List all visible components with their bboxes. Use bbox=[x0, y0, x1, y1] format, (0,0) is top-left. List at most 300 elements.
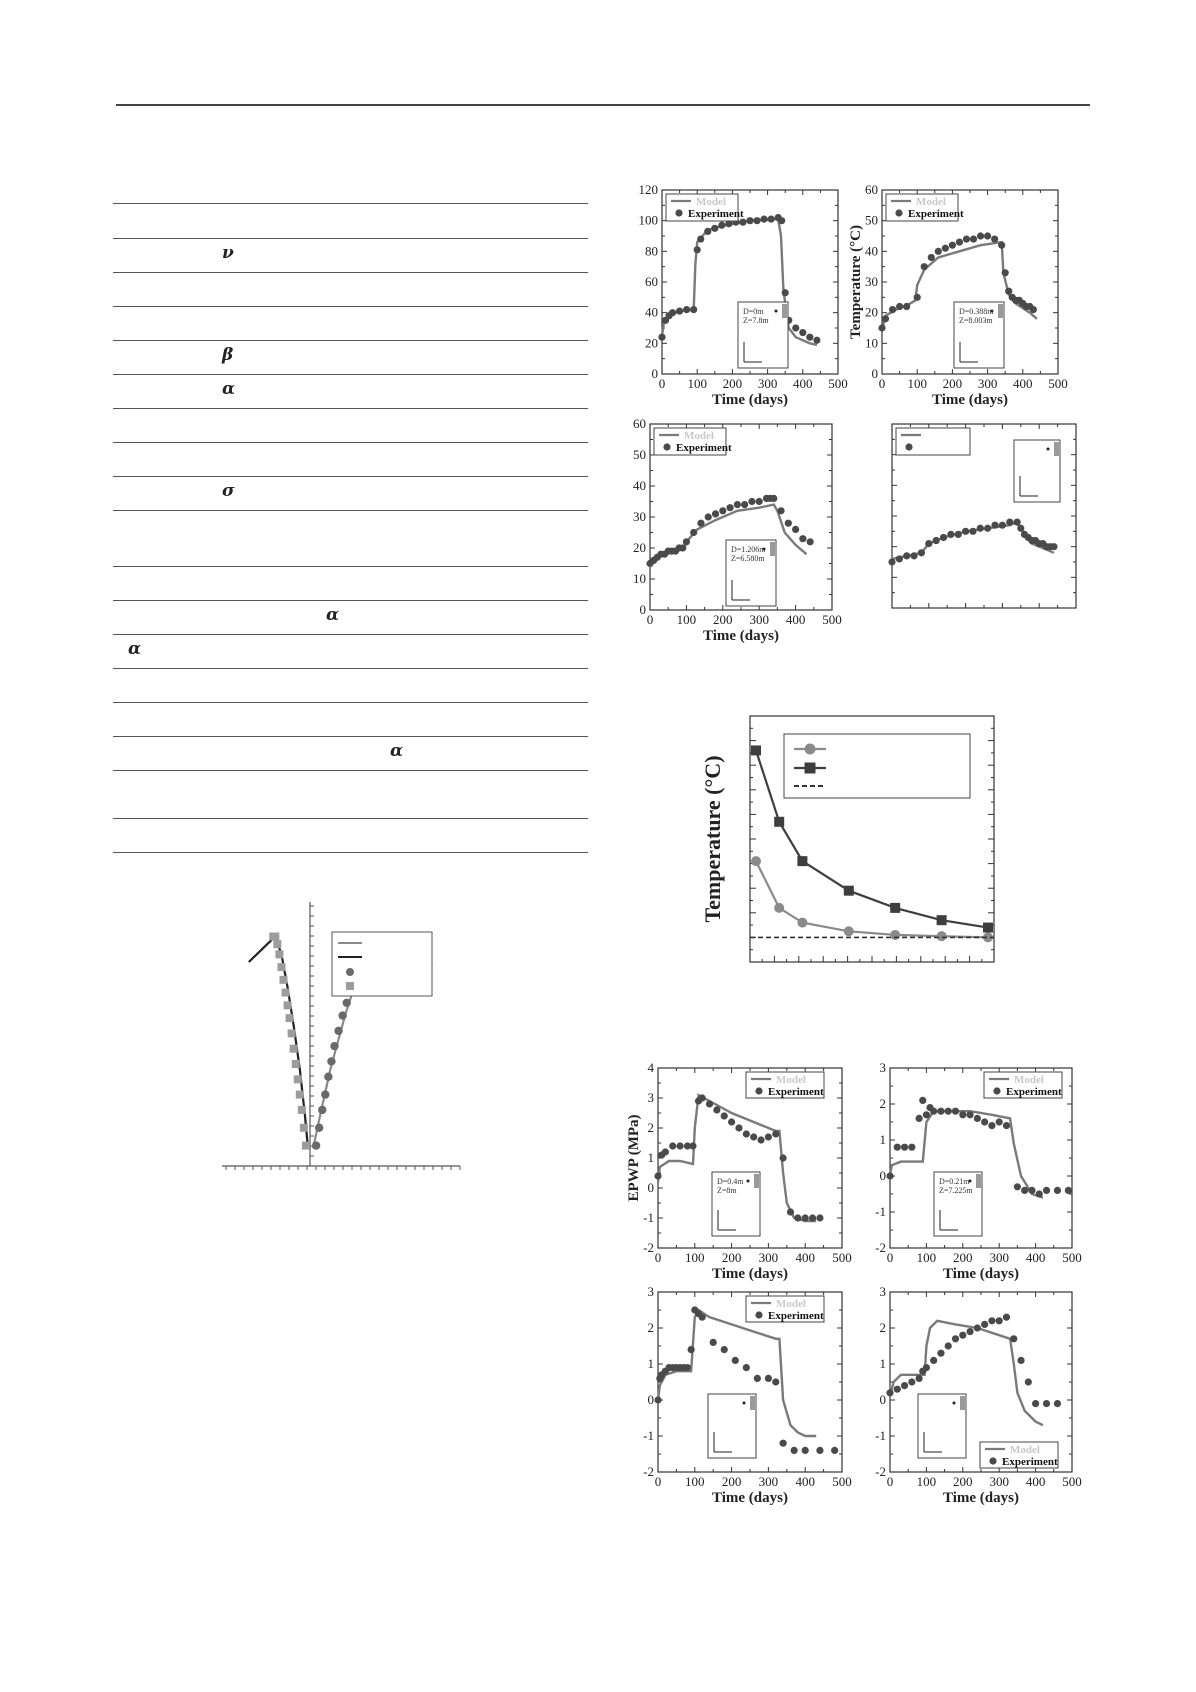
x-tick-label: 0 bbox=[654, 1474, 662, 1489]
experiment-point bbox=[689, 1142, 696, 1149]
experiment-point bbox=[711, 225, 718, 232]
y-tick-label: -1 bbox=[643, 1210, 654, 1225]
experiment-point bbox=[937, 1350, 944, 1357]
table-symbol: α bbox=[222, 379, 236, 399]
legend-experiment-label: Experiment bbox=[1002, 1456, 1058, 1468]
experiment-point bbox=[930, 1108, 937, 1115]
table-rule bbox=[113, 566, 588, 567]
legend-model-label: Model bbox=[684, 430, 714, 442]
x-tick-label: 300 bbox=[977, 376, 998, 391]
experiment-point bbox=[710, 1339, 717, 1346]
experiment-point bbox=[925, 540, 932, 547]
table-rule bbox=[113, 852, 588, 853]
table-rule bbox=[113, 818, 588, 819]
experiment-point bbox=[921, 263, 928, 270]
y-tick-label: -2 bbox=[643, 1464, 654, 1479]
legend-experiment-swatch bbox=[905, 443, 912, 450]
experiment-point bbox=[683, 306, 690, 313]
experiment-point bbox=[896, 303, 903, 310]
table-rule bbox=[113, 272, 588, 273]
experiment-point bbox=[772, 1378, 779, 1385]
x-tick-label: 100 bbox=[916, 1474, 937, 1489]
square-point bbox=[298, 1106, 306, 1114]
experiment-point bbox=[959, 1111, 966, 1118]
experiment-point bbox=[949, 242, 956, 249]
table-rule bbox=[113, 702, 588, 703]
x-tick-label: 500 bbox=[832, 1474, 852, 1489]
experiment-point bbox=[658, 334, 665, 341]
x-tick-label: 0 bbox=[646, 612, 654, 627]
header-rule bbox=[116, 104, 1090, 106]
square-point bbox=[284, 1001, 292, 1009]
table-rule bbox=[113, 306, 588, 307]
experiment-point bbox=[1054, 1187, 1061, 1194]
legend-experiment-swatch bbox=[993, 1087, 1000, 1094]
experiment-point bbox=[1036, 1190, 1043, 1197]
experiment-point bbox=[807, 538, 814, 545]
experiment-point bbox=[679, 544, 686, 551]
chart-temperature-d bbox=[888, 420, 1088, 620]
legend-experiment-swatch bbox=[755, 1087, 762, 1094]
experiment-point bbox=[888, 558, 895, 565]
experiment-point bbox=[713, 1106, 720, 1113]
square-point bbox=[282, 989, 290, 997]
y-tick-label: 2 bbox=[647, 1320, 654, 1335]
y-tick-label: 0 bbox=[647, 1180, 654, 1195]
x-tick-label: 500 bbox=[1062, 1474, 1082, 1489]
experiment-point bbox=[974, 1324, 981, 1331]
table-symbol: ν bbox=[222, 243, 234, 263]
experiment-point bbox=[756, 498, 763, 505]
experiment-point bbox=[903, 303, 910, 310]
legend-model-label: Model bbox=[696, 196, 726, 208]
x-tick-label: 500 bbox=[1062, 1250, 1082, 1265]
x-tick-label: 0 bbox=[878, 376, 886, 391]
experiment-point bbox=[977, 232, 984, 239]
experiment-point bbox=[966, 1328, 973, 1335]
legend-experiment-label: Experiment bbox=[676, 442, 732, 454]
experiment-point bbox=[754, 1375, 761, 1382]
y-tick-label: 1 bbox=[647, 1150, 654, 1165]
square-point bbox=[302, 1142, 310, 1150]
square-point bbox=[774, 817, 784, 827]
experiment-point bbox=[697, 235, 704, 242]
y-tick-label: 0 bbox=[647, 1392, 654, 1407]
experiment-point bbox=[732, 1357, 739, 1364]
experiment-point bbox=[768, 216, 775, 223]
experiment-point bbox=[1050, 543, 1057, 550]
legend-model-label: Model bbox=[1010, 1444, 1040, 1456]
experiment-point bbox=[945, 1342, 952, 1349]
legend-swatch-circle bbox=[805, 744, 816, 755]
x-tick-label: 400 bbox=[1025, 1474, 1046, 1489]
x-tick-label: 300 bbox=[757, 376, 778, 391]
y-tick-label: 1 bbox=[647, 1356, 654, 1371]
experiment-point bbox=[699, 1094, 706, 1101]
experiment-point bbox=[676, 308, 683, 315]
x-tick-label: 200 bbox=[721, 1474, 742, 1489]
square-point bbox=[286, 1014, 294, 1022]
y-axis-label: Temperature (°C) bbox=[848, 225, 864, 339]
experiment-point bbox=[785, 520, 792, 527]
table-symbol: σ bbox=[222, 481, 235, 501]
inset-box bbox=[1014, 440, 1060, 502]
inset-source-bar bbox=[998, 304, 1003, 318]
y-tick-label: 30 bbox=[865, 274, 878, 289]
inset-source-bar bbox=[754, 1174, 759, 1188]
x-axis-label: Time (days) bbox=[712, 1266, 788, 1282]
experiment-point bbox=[706, 1100, 713, 1107]
experiment-point bbox=[955, 531, 962, 538]
experiment-point bbox=[981, 1321, 988, 1328]
inset-label: Z=7.8m bbox=[743, 316, 769, 325]
y-tick-label: 0 bbox=[879, 1168, 886, 1183]
circle-point bbox=[751, 856, 761, 866]
experiment-point bbox=[802, 1214, 809, 1221]
square-point bbox=[292, 1060, 300, 1068]
inset-box bbox=[708, 1394, 756, 1458]
y-tick-label: -2 bbox=[875, 1240, 886, 1255]
inset-label: D=0.4m bbox=[717, 1177, 744, 1186]
square-point bbox=[288, 1029, 296, 1037]
experiment-point bbox=[959, 1332, 966, 1339]
y-tick-label: 2 bbox=[879, 1320, 886, 1335]
experiment-point bbox=[669, 1142, 676, 1149]
table-rule bbox=[113, 408, 588, 409]
chart-v-profile bbox=[222, 896, 492, 1170]
experiment-point bbox=[896, 555, 903, 562]
experiment-point bbox=[937, 1108, 944, 1115]
y-tick-label: -2 bbox=[643, 1240, 654, 1255]
x-axis-label: Time (days) bbox=[943, 1490, 1019, 1506]
y-tick-label: 60 bbox=[865, 182, 878, 197]
experiment-point bbox=[962, 528, 969, 535]
legend-box bbox=[896, 428, 970, 455]
chart-epwp-b bbox=[868, 1060, 1096, 1292]
y-tick-label: 50 bbox=[633, 447, 646, 462]
y-tick-label: 60 bbox=[633, 416, 646, 431]
chart-temperature-c bbox=[630, 416, 856, 652]
circle-point bbox=[797, 918, 807, 928]
table-rule bbox=[113, 510, 588, 511]
experiment-point bbox=[996, 1317, 1003, 1324]
experiment-point bbox=[782, 289, 789, 296]
y-tick-label: 0 bbox=[871, 366, 878, 381]
experiment-point bbox=[889, 306, 896, 313]
x-tick-label: 200 bbox=[953, 1474, 973, 1489]
experiment-point bbox=[806, 334, 813, 341]
y-tick-label: 2 bbox=[647, 1120, 654, 1135]
table-rule bbox=[113, 600, 588, 601]
experiment-point bbox=[1006, 519, 1013, 526]
experiment-point bbox=[933, 537, 940, 544]
y-tick-label: 1 bbox=[879, 1356, 886, 1371]
experiment-point bbox=[748, 498, 755, 505]
experiment-point bbox=[704, 228, 711, 235]
circle-point bbox=[315, 1124, 323, 1132]
x-tick-label: 500 bbox=[828, 376, 848, 391]
inset-source-bar bbox=[782, 304, 787, 318]
y-tick-label: 10 bbox=[865, 335, 878, 351]
x-tick-label: 100 bbox=[676, 612, 697, 627]
x-tick-label: 0 bbox=[886, 1474, 894, 1489]
experiment-point bbox=[831, 1447, 838, 1454]
experiment-point bbox=[991, 522, 998, 529]
experiment-point bbox=[743, 1130, 750, 1137]
experiment-point bbox=[734, 501, 741, 508]
experiment-point bbox=[977, 525, 984, 532]
y-tick-label: -1 bbox=[875, 1428, 886, 1443]
square-point bbox=[890, 903, 900, 913]
y-tick-label: 30 bbox=[633, 509, 646, 524]
table-rule bbox=[113, 770, 588, 771]
experiment-point bbox=[981, 1118, 988, 1125]
x-tick-label: 400 bbox=[785, 612, 806, 627]
y-tick-label: 0 bbox=[879, 1392, 886, 1407]
y-tick-label: 50 bbox=[865, 212, 878, 228]
legend-experiment-swatch bbox=[663, 443, 670, 450]
circle-point bbox=[334, 1027, 342, 1035]
experiment-point bbox=[901, 1144, 908, 1151]
square-point bbox=[294, 1075, 302, 1083]
experiment-point bbox=[719, 507, 726, 514]
square-point bbox=[269, 933, 277, 941]
x-tick-label: 0 bbox=[654, 1250, 662, 1265]
square-point bbox=[983, 923, 993, 933]
x-tick-label: 100 bbox=[685, 1474, 705, 1489]
square-point bbox=[296, 1091, 304, 1099]
circle-point bbox=[343, 999, 351, 1007]
experiment-point bbox=[916, 1115, 923, 1122]
chart-temperature-decay bbox=[700, 712, 1000, 970]
experiment-point bbox=[813, 337, 820, 344]
experiment-point bbox=[998, 242, 1005, 249]
circle-point bbox=[327, 1057, 335, 1065]
experiment-point bbox=[746, 217, 753, 224]
circle-point bbox=[330, 1042, 338, 1050]
circle-point bbox=[318, 1106, 326, 1114]
experiment-point bbox=[984, 232, 991, 239]
x-tick-label: 300 bbox=[989, 1250, 1009, 1265]
inset-sensor-dot bbox=[1047, 448, 1050, 451]
y-tick-label: -2 bbox=[875, 1464, 886, 1479]
x-tick-label: 500 bbox=[832, 1250, 852, 1265]
experiment-point bbox=[988, 1122, 995, 1129]
square-point bbox=[937, 915, 947, 925]
legend-experiment-label: Experiment bbox=[768, 1310, 824, 1322]
square-point bbox=[277, 963, 285, 971]
experiment-point bbox=[816, 1214, 823, 1221]
circle-point bbox=[338, 1011, 346, 1019]
y-tick-label: 0 bbox=[651, 366, 658, 381]
y-tick-label: 60 bbox=[645, 274, 658, 289]
experiment-point bbox=[908, 1144, 915, 1151]
experiment-point bbox=[770, 495, 777, 502]
y-tick-label: 40 bbox=[645, 304, 658, 320]
experiment-point bbox=[1003, 1314, 1010, 1321]
experiment-point bbox=[669, 309, 676, 316]
chart-epwp-c bbox=[632, 1284, 868, 1516]
experiment-point bbox=[894, 1386, 901, 1393]
y-tick-label: 10 bbox=[633, 571, 646, 586]
experiment-point bbox=[777, 507, 784, 514]
experiment-point bbox=[1014, 519, 1021, 526]
square-point bbox=[273, 940, 281, 948]
experiment-point bbox=[705, 513, 712, 520]
experiment-point bbox=[963, 235, 970, 242]
experiment-point bbox=[688, 1346, 695, 1353]
x-tick-label: 0 bbox=[658, 376, 666, 391]
inset-source-bar bbox=[960, 1396, 965, 1410]
inset-label: D=0.21m bbox=[939, 1177, 970, 1186]
y-tick-label: 20 bbox=[645, 335, 658, 351]
x-tick-label: 400 bbox=[793, 376, 813, 391]
experiment-point bbox=[1043, 1187, 1050, 1194]
circle-point bbox=[324, 1073, 332, 1081]
experiment-point bbox=[654, 1396, 661, 1403]
experiment-point bbox=[699, 1314, 706, 1321]
inset-sensor-dot bbox=[743, 1402, 746, 1405]
experiment-point bbox=[923, 1111, 930, 1118]
square-point bbox=[751, 745, 761, 755]
inset-source-bar bbox=[770, 542, 775, 556]
experiment-point bbox=[791, 1447, 798, 1454]
experiment-point bbox=[996, 1118, 1003, 1125]
chart-temperature-b bbox=[848, 182, 1094, 414]
experiment-point bbox=[947, 531, 954, 538]
experiment-point bbox=[1014, 1183, 1021, 1190]
x-tick-label: 400 bbox=[795, 1250, 815, 1265]
experiment-point bbox=[690, 529, 697, 536]
x-tick-label: 200 bbox=[953, 1250, 973, 1265]
experiment-point bbox=[1032, 1400, 1039, 1407]
y-tick-label: 40 bbox=[865, 243, 878, 259]
circle-point bbox=[937, 931, 947, 941]
x-tick-label: 200 bbox=[722, 376, 743, 391]
experiment-point bbox=[654, 1172, 661, 1179]
experiment-point bbox=[802, 1447, 809, 1454]
table-rule bbox=[113, 736, 588, 737]
y-tick-label: 120 bbox=[638, 182, 658, 197]
experiment-point bbox=[780, 1440, 787, 1447]
table-symbol: α bbox=[326, 605, 340, 625]
experiment-point bbox=[792, 526, 799, 533]
experiment-point bbox=[697, 520, 704, 527]
x-axis-label: Time (days) bbox=[712, 392, 788, 408]
legend-model-label: Model bbox=[916, 196, 946, 208]
x-tick-label: 0 bbox=[886, 1250, 894, 1265]
circle-point bbox=[844, 926, 854, 936]
x-tick-label: 200 bbox=[721, 1250, 742, 1265]
experiment-point bbox=[816, 1447, 823, 1454]
experiment-point bbox=[760, 216, 767, 223]
legend-experiment-label: Experiment bbox=[768, 1086, 824, 1098]
experiment-point bbox=[956, 239, 963, 246]
y-tick-label: 3 bbox=[647, 1284, 654, 1299]
legend-swatch-square bbox=[346, 982, 354, 990]
legend-swatch-circle bbox=[346, 968, 354, 976]
x-axis-label: Time (days) bbox=[703, 628, 779, 644]
experiment-point bbox=[1002, 269, 1009, 276]
experiment-point bbox=[726, 504, 733, 511]
legend-experiment-swatch bbox=[895, 209, 902, 216]
experiment-point bbox=[787, 1208, 794, 1215]
y-tick-label: 20 bbox=[865, 304, 878, 320]
experiment-point bbox=[735, 1124, 742, 1131]
legend-model-label: Model bbox=[776, 1298, 806, 1310]
table-rule bbox=[113, 203, 588, 204]
experiment-point bbox=[721, 1112, 728, 1119]
experiment-point bbox=[918, 549, 925, 556]
legend-model-label: Model bbox=[776, 1074, 806, 1086]
x-axis-label: Time (days) bbox=[943, 1266, 1019, 1282]
square-point bbox=[279, 976, 287, 984]
circle-point bbox=[774, 903, 784, 913]
square-point bbox=[844, 886, 854, 896]
square-point bbox=[300, 1124, 308, 1132]
experiment-point bbox=[970, 235, 977, 242]
experiment-point bbox=[1003, 1122, 1010, 1129]
y-tick-label: 40 bbox=[633, 478, 646, 493]
experiment-point bbox=[684, 1364, 691, 1371]
table-rule bbox=[113, 238, 588, 239]
experiment-point bbox=[878, 324, 885, 331]
y-tick-label: 2 bbox=[879, 1096, 886, 1111]
inset-label: D=0m bbox=[743, 307, 764, 316]
table-rule bbox=[113, 668, 588, 669]
experiment-point bbox=[903, 552, 910, 559]
experiment-point bbox=[999, 522, 1006, 529]
experiment-point bbox=[930, 1357, 937, 1364]
x-tick-label: 100 bbox=[687, 376, 707, 391]
x-tick-label: 200 bbox=[942, 376, 963, 391]
y-tick-label: 3 bbox=[879, 1060, 886, 1075]
experiment-point bbox=[923, 1364, 930, 1371]
experiment-point bbox=[741, 501, 748, 508]
experiment-point bbox=[1010, 1335, 1017, 1342]
table-rule bbox=[113, 340, 588, 341]
inset-label: Z=7.225m bbox=[939, 1186, 973, 1195]
experiment-point bbox=[974, 1115, 981, 1122]
inset-source-bar bbox=[1054, 442, 1059, 456]
x-tick-label: 400 bbox=[1013, 376, 1033, 391]
experiment-point bbox=[886, 1389, 893, 1396]
experiment-point bbox=[780, 1154, 787, 1161]
experiment-point bbox=[969, 528, 976, 535]
y-tick-label: 4 bbox=[647, 1060, 654, 1075]
table-rule bbox=[113, 374, 588, 375]
experiment-point bbox=[765, 1375, 772, 1382]
legend-experiment-swatch bbox=[675, 209, 682, 216]
legend-experiment-label: Experiment bbox=[908, 208, 964, 220]
experiment-point bbox=[676, 1142, 683, 1149]
inset-sensor-dot bbox=[747, 1180, 750, 1183]
inset-label: D=1.206m bbox=[731, 545, 766, 554]
experiment-point bbox=[799, 535, 806, 542]
experiment-point bbox=[750, 1133, 757, 1140]
square-point bbox=[275, 950, 283, 958]
experiment-point bbox=[882, 315, 889, 322]
y-tick-label: 1 bbox=[879, 1132, 886, 1147]
inset-label: Z=8m bbox=[717, 1186, 737, 1195]
experiment-point bbox=[690, 306, 697, 313]
experiment-point bbox=[952, 1108, 959, 1115]
experiment-point bbox=[772, 1130, 779, 1137]
legend-swatch-square bbox=[805, 763, 816, 774]
y-tick-label: 100 bbox=[638, 212, 658, 228]
circle-point bbox=[321, 1090, 329, 1098]
y-axis-label: Temperature (°C) bbox=[700, 755, 725, 923]
